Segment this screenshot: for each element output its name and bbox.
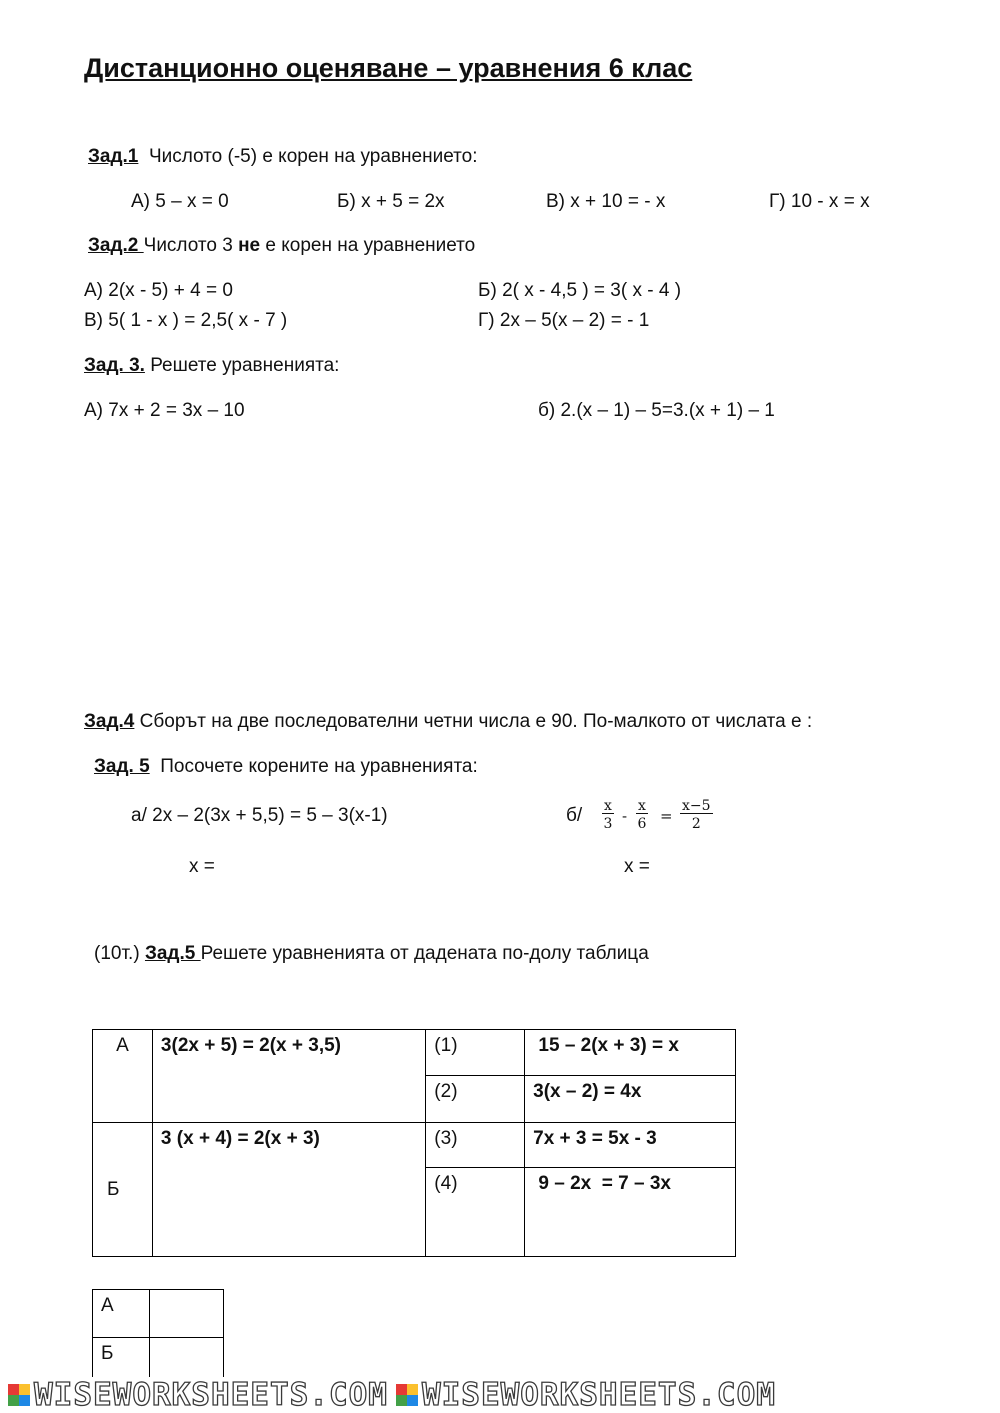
task6-line (94, 943, 649, 966)
task5-b-prefix: б/ (566, 805, 583, 826)
row-a-label: А (116, 1035, 129, 1056)
fraction-x-minus-5-over-2 (680, 799, 713, 831)
fraction-numerator: x−5 (682, 798, 711, 814)
task2-question-bold: не (238, 235, 261, 256)
logo-square (8, 1395, 19, 1406)
task2-option-d: Г) 2х – 5(х – 2) = - 1 (478, 310, 650, 331)
option-number-cell (426, 1030, 525, 1076)
task1-option-a: А) 5 – х = 0 (131, 191, 229, 212)
task1-option-c: В) х + 10 = - х (546, 191, 666, 212)
answer-a-label: А (101, 1295, 114, 1316)
row-b-label: Б (107, 1178, 120, 1200)
option-equation-cell (525, 1030, 736, 1076)
task5-answer-b: х = (624, 856, 650, 877)
option-equation: 3(х – 2) = 4х (533, 1081, 642, 1102)
task2-option-b: Б) 2( х - 4,5 ) = 3( х - 4 ) (478, 280, 682, 301)
fraction-denominator: 6 (637, 816, 647, 832)
row-b-equation: 3 (х + 4) = 2(х + 3) (160, 1128, 320, 1149)
row-a-label-cell (93, 1030, 153, 1123)
option-equation-cell (525, 1123, 736, 1168)
option-equation: 7х + 3 = 5х - 3 (533, 1128, 657, 1149)
watermark-text: WISEWORKSHEETS.COM (421, 1377, 776, 1413)
logo-square (19, 1395, 30, 1406)
answer-a-label-cell (93, 1290, 150, 1338)
table-row (93, 1290, 224, 1338)
wise-logo-icon (8, 1384, 30, 1406)
option-number: (4) (434, 1173, 458, 1194)
task1-option-b: Б) х + 5 = 2х (337, 191, 445, 212)
minus-sign: - (622, 807, 628, 825)
row-b-equation-cell (152, 1123, 425, 1257)
option-number-cell (426, 1076, 525, 1123)
task3-equation-b: б) 2.(х – 1) – 5=3.(х + 1) – 1 (538, 400, 775, 421)
task2-option-a: А) 2(х - 5) + 4 = 0 (84, 280, 233, 301)
row-b-label-cell (93, 1123, 153, 1257)
answer-a-input[interactable] (149, 1290, 223, 1338)
footer-watermark (0, 1377, 1000, 1413)
answer-b-label: Б (101, 1343, 114, 1364)
fraction-denominator: 3 (603, 816, 613, 832)
task2-question-post: е корен на уравнението (260, 235, 476, 256)
task3-label: Зад. 3. (84, 355, 145, 376)
task4-line (84, 711, 812, 734)
task3-line (84, 355, 339, 378)
row-a-equation-cell (152, 1030, 425, 1123)
table-row (93, 1123, 736, 1168)
page-title: Дистанционно оценяване – уравнения 6 клас (84, 53, 693, 83)
row-a-equation: 3(2х + 5) = 2(х + 3,5) (160, 1035, 342, 1056)
logo-square (8, 1384, 19, 1395)
fraction-numerator: x (638, 798, 646, 814)
option-number: (1) (434, 1035, 458, 1056)
option-number: (2) (434, 1081, 458, 1102)
task1-question: Числото (-5) е корен на уравнението: (148, 146, 478, 167)
task5-label: Зад. 5 (94, 756, 150, 777)
task2-question-pre: Числото 3 (143, 235, 239, 256)
task6-points: (10т.) (94, 943, 145, 964)
logo-square (396, 1395, 407, 1406)
task5-equation-a: а/ 2х – 2(3х + 5,5) = 5 – 3(х-1) (131, 805, 388, 826)
logo-square (396, 1384, 407, 1395)
task1-option-d: Г) 10 - х = х (769, 191, 870, 212)
task4-question: Сборът на две последователни четни числа е 90. По-малкото от числата е : (139, 711, 813, 732)
watermark-text: WISEWORKSHEETS.COM (34, 1377, 388, 1413)
task2-line (88, 235, 475, 258)
table-row (93, 1030, 736, 1076)
fraction-numerator: x (604, 798, 612, 814)
option-number-cell (426, 1168, 525, 1257)
task2-option-c: В) 5( 1 - х ) = 2,5( х - 7 ) (84, 310, 288, 331)
task3-equation-a: А) 7х + 2 = 3х – 10 (84, 400, 245, 421)
fraction-x-over-3 (602, 799, 614, 831)
task5-answer-a: х = (189, 856, 215, 877)
option-number: (3) (434, 1128, 458, 1149)
option-equation-cell (525, 1168, 736, 1257)
wise-logo-icon (396, 1384, 418, 1406)
task1-line (88, 146, 477, 169)
option-equation: 9 – 2х = 7 – 3х (533, 1173, 671, 1194)
answer-table (92, 1289, 224, 1386)
logo-square (407, 1395, 418, 1406)
task2-label: Зад.2 (88, 235, 144, 256)
option-equation-cell (525, 1076, 736, 1123)
equals-sign: = (660, 807, 673, 825)
task3-question: Решете уравненията: (150, 355, 340, 376)
task5-line (94, 756, 478, 779)
logo-square (407, 1384, 418, 1395)
task1-label: Зад.1 (88, 146, 139, 167)
fraction-denominator: 2 (691, 816, 701, 832)
option-number-cell (426, 1123, 525, 1168)
task4-label: Зад.4 (84, 711, 135, 732)
option-equation: 15 – 2(х + 3) = х (533, 1035, 679, 1056)
logo-square (19, 1384, 30, 1395)
fraction-x-over-6 (636, 799, 648, 831)
task5-question: Посочете корените на уравненията: (160, 756, 478, 777)
task6-label: Зад.5 (144, 943, 201, 964)
task6-question: Решете уравненията от дадената по-долу таблица (200, 943, 649, 964)
matching-table (92, 1029, 736, 1257)
